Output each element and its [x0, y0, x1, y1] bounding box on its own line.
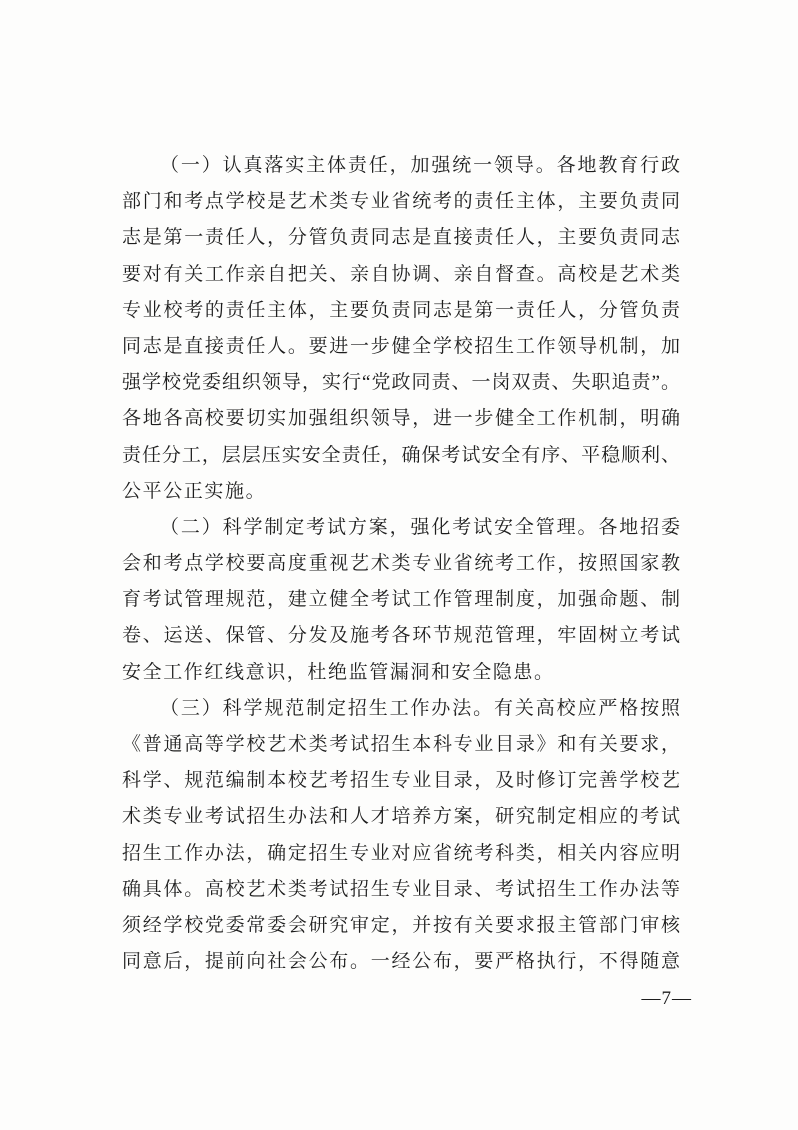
- paragraph-section-2: [122, 510, 680, 691]
- text-line: （一）认真落实主体责任，加强统一领导。各地教育行政: [160, 155, 680, 176]
- text-line: 术类专业考试招生办法和人才培养方案，研究制定相应的考试: [122, 806, 680, 828]
- text-line: 同意后，提前向社会公布。一经公布，要严格执行，不得随意: [122, 951, 680, 973]
- text-line: 招生工作办法，确定招生专业对应省统考科类，相关内容应明: [122, 842, 680, 864]
- text-line: 专业校考的责任主体，主要负责同志是第一责任人，分管负责: [122, 299, 680, 321]
- text-line: 志是第一责任人，分管负责同志是直接责任人，主要负责同志: [122, 227, 680, 249]
- text-line: （三）科学规范制定招生工作办法。有关高校应严格按照: [160, 697, 680, 719]
- text-line: 科学、规范编制本校艺考招生专业目录，及时修订完善学校艺: [122, 770, 680, 792]
- text-line: 同志是直接责任人。要进一步健全学校招生工作领导机制，加: [122, 335, 680, 357]
- text-line: 须经学校党委常委会研究审定，并按有关要求报主管部门审核: [122, 914, 680, 936]
- text-line: 卷、运送、保管、分发及施考各环节规范管理，牢固树立考试: [122, 625, 680, 647]
- text-line: 安全工作红线意识，杜绝监管漏洞和安全隐患。: [122, 661, 555, 683]
- text-line: 公平公正实施。: [122, 480, 267, 502]
- text-line: 责任分工，层层压实安全责任，确保考试安全有序、平稳顺利、: [122, 444, 680, 466]
- page-number: —7—: [641, 988, 692, 1009]
- document-body: [122, 148, 680, 980]
- text-line: 确具体。高校艺术类考试招生专业目录、考试招生工作办法等: [122, 878, 680, 900]
- text-line: 要对有关工作亲自把关、亲自协调、亲自督查。高校是艺术类: [122, 263, 680, 285]
- text-line: 育考试管理规范，建立健全考试工作管理制度，加强命题、制: [122, 589, 680, 611]
- text-line: （二）科学制定考试方案，强化考试安全管理。各地招委: [160, 516, 680, 538]
- text-line: 各地各高校要切实加强组织领导，进一步健全工作机制，明确: [122, 408, 680, 430]
- paragraph-section-1: [122, 148, 680, 510]
- text-line: 会和考点学校要高度重视艺术类专业省统考工作，按照国家教: [122, 553, 680, 575]
- text-line: 《普通高等学校艺术类考试招生本科专业目录》和有关要求，: [122, 734, 680, 755]
- paragraph-section-3: [122, 691, 680, 981]
- text-line: 部门和考点学校是艺术类专业省统考的责任主体，主要负责同: [122, 191, 680, 213]
- text-line: 强学校党委组织领导，实行“党政同责、一岗双责、失职追责”。: [122, 372, 680, 394]
